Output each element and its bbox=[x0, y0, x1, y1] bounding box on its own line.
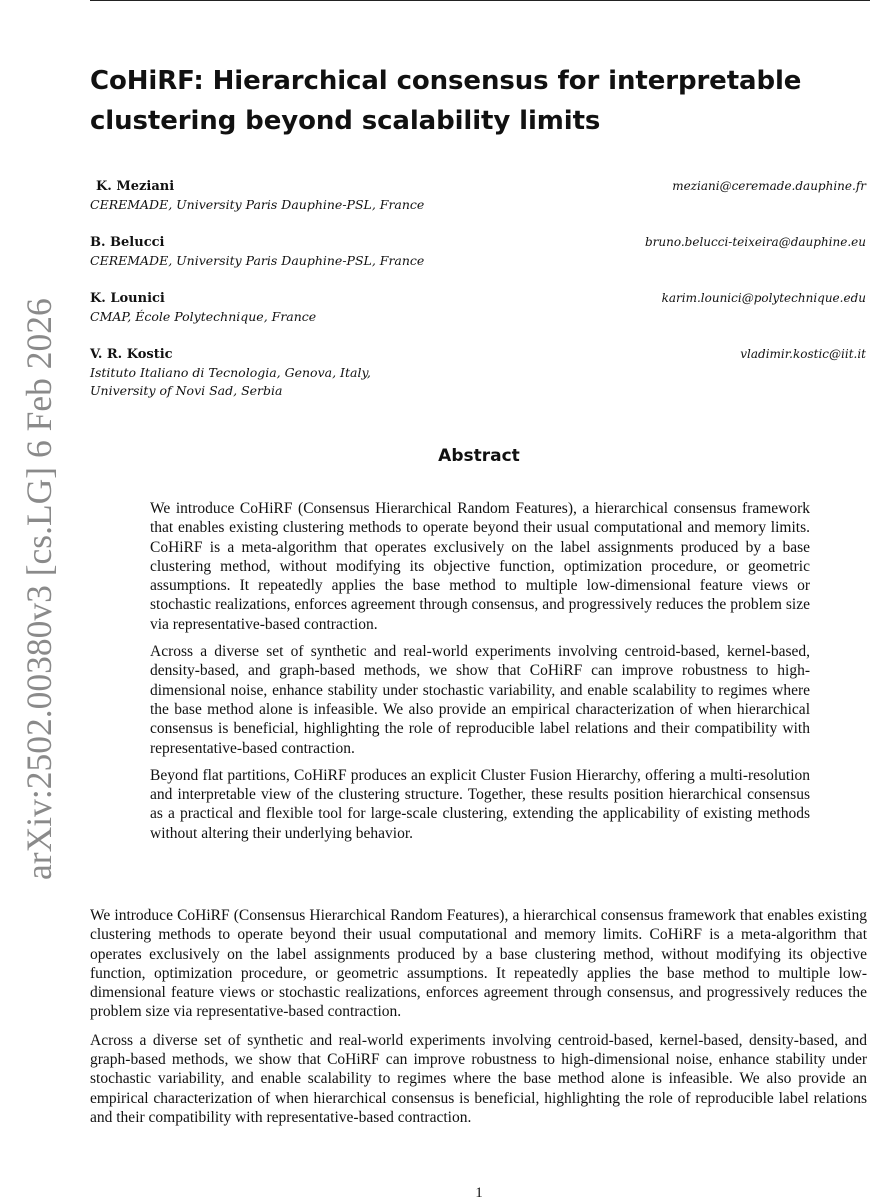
author-block bbox=[90, 345, 866, 400]
author-affiliation: CEREMADE, University Paris Dauphine-PSL, France bbox=[90, 253, 425, 268]
author-email: vladimir.kostic@iit.it bbox=[740, 347, 866, 361]
author-block bbox=[90, 233, 866, 270]
abstract-heading: Abstract bbox=[438, 446, 520, 466]
arxiv-stamp: arXiv:2502.00380v3 [cs.LG] 6 Feb 2026 bbox=[19, 298, 59, 880]
body-paragraph: We introduce CoHiRF (Consensus Hierarchical Random Features), a hierarchical consensus framework that enables existing clustering methods to operate beyond their usual computational and memory limits. CoHiRF is a meta-algorithm that operates exclusively on the label assignments produced by a base clustering method, without modifying its objective function, optimization procedure, or geometric assumptions. It repeatedly applies the base method to multiple low-dimensional feature views or stochastic realizations, enforces agreement through consensus, and progressively reduces the problem size via representative-based contraction. bbox=[90, 907, 867, 1021]
author-affiliation: Istituto Italiano di Tecnologia, Genova, Italy, bbox=[90, 365, 371, 380]
body-text bbox=[90, 906, 867, 1136]
author-block bbox=[90, 177, 866, 214]
author-affiliation: CMAP, École Polytechnique, France bbox=[90, 309, 317, 324]
paper-title: CoHiRF: Hierarchical consensus for interpretable clustering beyond scalability limits bbox=[90, 66, 802, 136]
author-name: K. Lounici bbox=[90, 291, 165, 306]
author-name: K. Meziani bbox=[96, 179, 175, 194]
author-affiliation: CEREMADE, University Paris Dauphine-PSL, France bbox=[90, 197, 425, 212]
abstract-text bbox=[150, 499, 810, 851]
author-email: meziani@ceremade.dauphine.fr bbox=[672, 179, 866, 193]
author-email: bruno.belucci-teixeira@dauphine.eu bbox=[644, 235, 866, 249]
abstract-paragraph: Beyond flat partitions, CoHiRF produces an explicit Cluster Fusion Hierarchy, offering a multi-resolution and interpretable view of the clustering structure. Together, these results position hierarchical consensus as a practical and flexible tool for large-scale clustering, extending the applicability of existing methods without altering their underlying behavior. bbox=[150, 766, 810, 842]
body-paragraph: Across a diverse set of synthetic and real-world experiments involving centroid-based, kernel-based, density-based, and graph-based methods, we show that CoHiRF can improve robustness to high-dimensional noise, enhance stability under stochastic variability, and enable scalability to regimes where the base method alone is infeasible. We also provide an empirical characterization of when hierarchical consensus is beneficial, highlighting the role of reproducible label relations and their compatibility with representative-based contraction. bbox=[90, 1031, 867, 1126]
author-affiliation: University of Novi Sad, Serbia bbox=[90, 383, 283, 398]
author-name: B. Belucci bbox=[90, 235, 165, 250]
author-name: V. R. Kostic bbox=[90, 347, 173, 362]
abstract-paragraph: Across a diverse set of synthetic and real-world experiments involving centroid-based, kernel-based, density-based, and graph-based methods, we show that CoHiRF can improve robustness to high-dimensional noise, enhance stability under stochastic variability, and enable scalability to regimes where the base method alone is infeasible. We also provide an empirical characterization of when hierarchical consensus is beneficial, highlighting the role of reproducible label relations and their compatibility with representative-based contraction. bbox=[150, 643, 810, 757]
page-number: 1 bbox=[475, 1185, 483, 1201]
author-email: karim.lounici@polytechnique.edu bbox=[661, 291, 866, 305]
abstract-paragraph: We introduce CoHiRF (Consensus Hierarchical Random Features), a hierarchical consensus framework that enables existing clustering methods to operate beyond their usual computational and memory limits. CoHiRF is a meta-algorithm that operates exclusively on the label assignments produced by a base clustering method, without modifying its objective function, optimization procedure, or geometric assumptions. It repeatedly applies the base method to multiple low-dimensional feature views or stochastic realizations, enforces agreement through consensus, and progressively reduces the problem size via representative-based contraction. bbox=[150, 500, 810, 633]
author-block bbox=[90, 289, 866, 326]
top-rule bbox=[90, 0, 870, 1]
